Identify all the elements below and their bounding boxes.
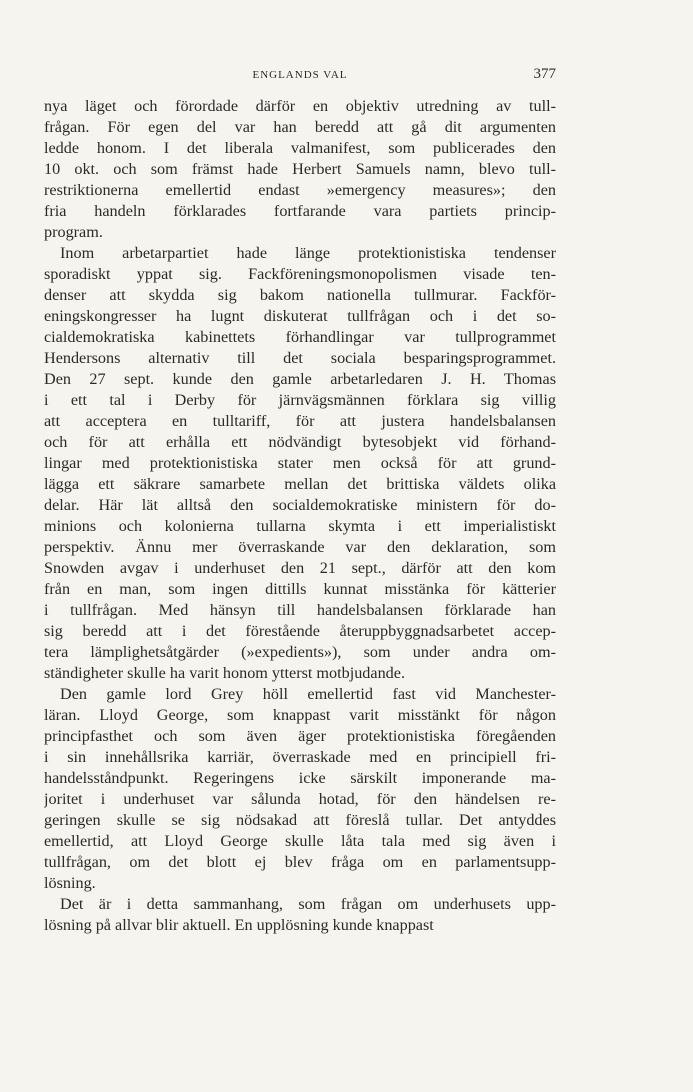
text-line: denser att skydda sig bakom nationella tullmurar. Fackför- — [44, 286, 556, 304]
text-line: sig beredd att i det förestående återuppbyggnadsarbetet accep- — [44, 622, 556, 640]
text-line: från en man, som ingen dittills kunnat misstänka för kätterier — [44, 580, 556, 598]
text-line: och för att erhålla ett nödvändigt bytesobjekt vid förhand- — [44, 433, 556, 451]
text-line: läran. Lloyd George, som knappast varit misstänkt för någon — [44, 706, 556, 724]
text-line: restriktionerna emellertid endast »emergency measures»; den — [44, 181, 556, 199]
text-line: emellertid, att Lloyd George skulle låta tala med sig även i — [44, 832, 556, 850]
text-line: lingar med protektionistiska stater men också för att grund- — [44, 454, 556, 472]
text-line: fria handeln förklarades fortfarande vara partiets princip- — [44, 202, 556, 220]
text-line: nya läget och förordade därför en objektiv utredning av tull- — [44, 97, 556, 115]
text-line: ständigheter skulle ha varit honom ytterst motbjudande. — [44, 664, 405, 682]
text-line: ledde honom. I det liberala valmanifest, som publicerades den — [44, 139, 556, 157]
running-head: ENGLANDS VAL — [252, 69, 348, 81]
text-line: program. — [44, 223, 103, 241]
text-line: 10 okt. och som främst hade Herbert Samuels namn, blevo tull- — [44, 160, 556, 178]
text-line: Den gamle lord Grey höll emellertid fast vid Manchester- — [60, 685, 556, 703]
text-line: lösning. — [44, 874, 96, 892]
text-line: minions och kolonierna tullarna skymta i ett imperialistiskt — [44, 517, 556, 535]
text-line: Snowden avgav i underhuset den 21 sept., därför att den kom — [44, 559, 556, 577]
text-line: att acceptera en tulltariff, för att justera handelsbalansen — [44, 412, 556, 430]
text-line: cialdemokratiska kabinettets förhandlingar var tullprogrammet — [44, 328, 556, 346]
page-header — [44, 66, 556, 86]
text-line: handelsståndpunkt. Regeringens icke särskilt imponerande ma- — [44, 769, 556, 787]
text-line: perspektiv. Ännu mer överraskande var den deklaration, som — [44, 538, 556, 556]
text-line: lägga ett säkrare samarbete mellan det brittiska väldets olika — [44, 475, 556, 493]
body-text — [44, 96, 556, 936]
text-line: Det är i detta sammanhang, som frågan om underhusets upp- — [60, 895, 556, 913]
text-line: i tullfrågan. Med hänsyn till handelsbalansen förklarade han — [44, 601, 556, 619]
text-line: i sin innehållsrika karriär, överraskade med en principiell fri- — [44, 748, 556, 766]
text-line: i ett tal i Derby för järnvägsmännen förklara sig villig — [44, 391, 556, 409]
text-line: eningskongresser ha lugnt diskuterat tullfrågan och i det so- — [44, 307, 556, 325]
text-line: Den 27 sept. kunde den gamle arbetarledaren J. H. Thomas — [44, 370, 556, 388]
text-line: tullfrågan, om det blott ej blev fråga om en parlamentsupp- — [44, 853, 556, 871]
text-line: sporadiskt yppat sig. Fackföreningsmonopolismen visade ten- — [44, 265, 556, 283]
text-line: tera lämplighetsåtgärder (»expedients»), som under andra om- — [44, 643, 556, 661]
text-line: joritet i underhuset var sålunda hotad, för den händelsen re- — [44, 790, 556, 808]
text-line: frågan. För egen del var han beredd att gå dit argumenten — [44, 118, 556, 136]
text-line: lösning på allvar blir aktuell. En upplösning kunde knappast — [44, 916, 434, 934]
text-line: delar. Här lät alltså den socialdemokratiske ministern för do- — [44, 496, 556, 514]
text-line: geringen skulle se sig nödsakad att föreslå tullar. Det antyddes — [44, 811, 556, 829]
text-line: Inom arbetarpartiet hade länge protektionistiska tendenser — [60, 244, 556, 262]
text-line: Hendersons alternativ till det sociala besparingsprogrammet. — [44, 349, 556, 367]
text-line: principfasthet och som även äger protektionistiska föregåenden — [44, 727, 556, 745]
page-number: 377 — [533, 66, 556, 82]
